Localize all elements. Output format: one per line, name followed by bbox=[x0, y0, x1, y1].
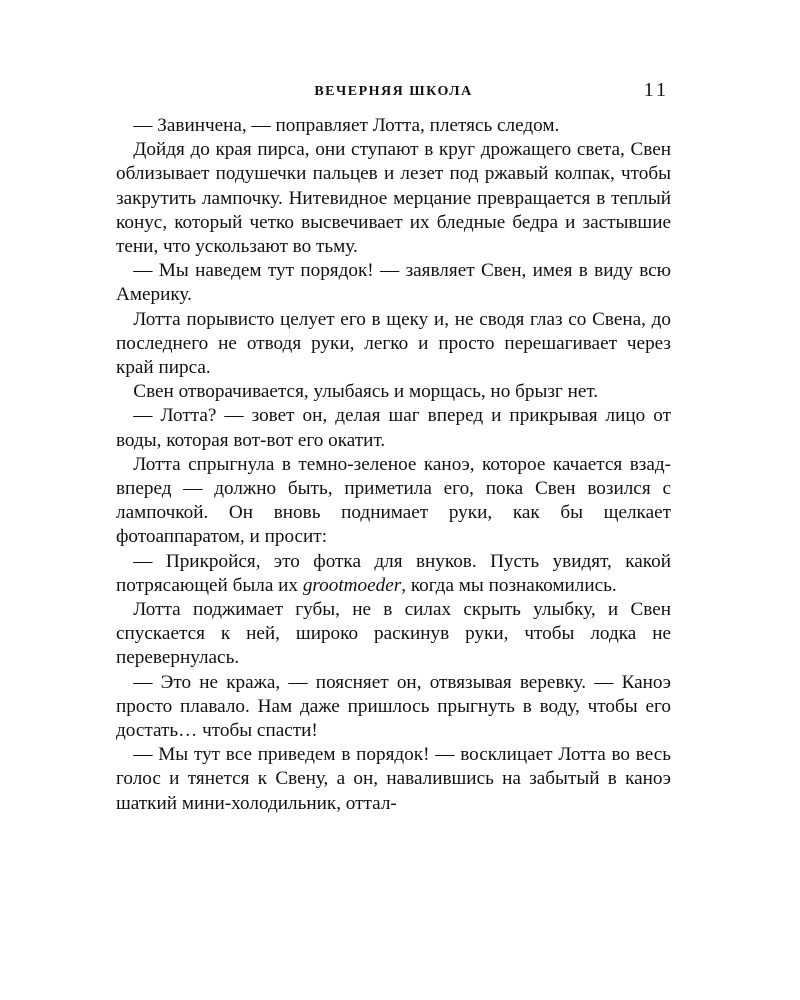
running-title: ВЕЧЕРНЯЯ ШКОЛА bbox=[314, 84, 473, 99]
paragraph-6: — Лотта? — зовет он, делая шаг вперед и прикрывая лицо от воды, которая вот-вот его окатит. bbox=[116, 405, 671, 451]
paragraph-8-text-start: — Прикройся, это фотка для внуков. Пусть увидят, какой потрясающей была их bbox=[116, 550, 671, 596]
paragraph-3: — Мы наведем тут порядок! — заявляет Свен, имея в виду всю Америку. bbox=[116, 260, 671, 306]
paragraph-1: — Завинчена, — поправляет Лотта, плетясь следом. bbox=[133, 115, 560, 136]
running-header bbox=[116, 78, 671, 106]
paragraph-2: Дойдя до края пирса, они ступают в круг дрожащего света, Свен облизывает подушечки пальцев и лезет под ржавый колпак, чтобы закрутить лампочку. Нитевидное мерцание превращается в теплый конус, который четко высвечивает их бледные бедра и застывшие тени, что ускользают во тьму. bbox=[116, 139, 671, 258]
paragraph-10: — Это не кража, — поясняет он, отвязывая веревку. — Каноэ просто плавало. Нам даже пришлось прыгнуть в воду, чтобы его достать… чтобы спасти! bbox=[116, 671, 671, 742]
italic-word: grootmoeder bbox=[302, 574, 402, 596]
paragraph-7: Лотта спрыгнула в темно-зеленое каноэ, которое качается взад-вперед — должно быть, приметила его, пока Свен возился с лампочкой. Он вновь поднимает руки, как бы щелкает фотоаппаратом, и просит: bbox=[116, 453, 671, 548]
paragraph-8 bbox=[116, 550, 671, 598]
paragraph-4: Лотта порывисто целует его в щеку и, не сводя глаз со Свена, до последнего не отводя руки, легко и просто перешагивает через край пирса. bbox=[116, 308, 671, 379]
paragraph-5: Свен отворачивается, улыбаясь и морщась, но брызг нет. bbox=[133, 381, 599, 403]
paragraph-11: — Мы тут все приведем в порядок! — восклицает Лотта во весь голос и тянется к Свену, а он, навалившись на забытый в каноэ шаткий мини-холодильник, оттал- bbox=[116, 744, 671, 814]
body-text bbox=[116, 114, 671, 816]
page-number: 11 bbox=[643, 79, 669, 101]
book-page bbox=[116, 78, 671, 816]
paragraph-8-text-end: , когда мы познакомились. bbox=[401, 574, 617, 596]
paragraph-9: Лотта поджимает губы, не в силах скрыть улыбку, и Свен спускается к ней, широко раскинув руки, чтобы лодка не перевернулась. bbox=[116, 599, 671, 669]
